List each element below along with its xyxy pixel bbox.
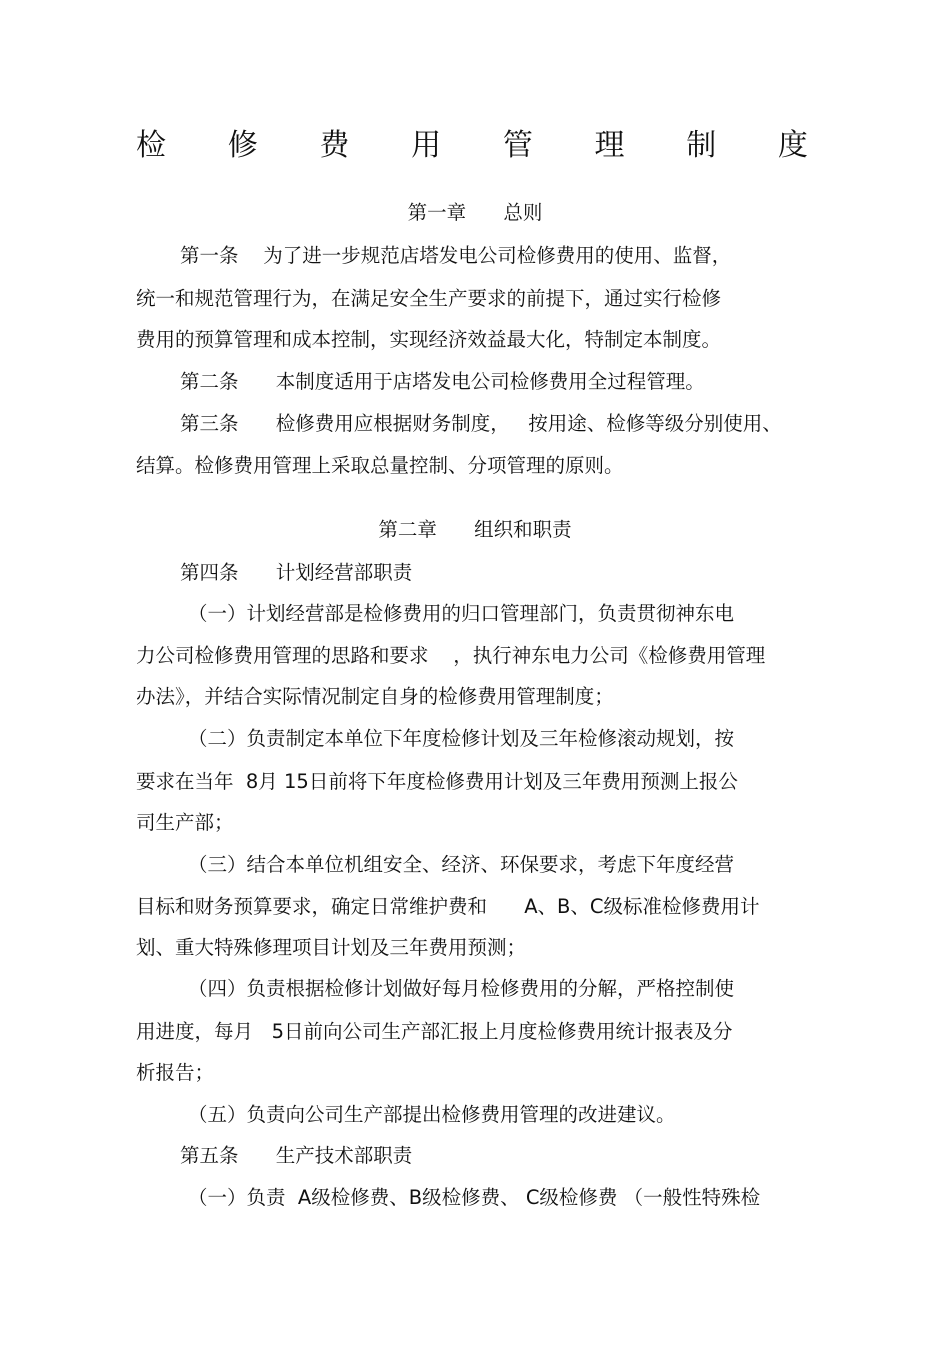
article-paragraph: 第三条 检修费用应根据财务制度， 按用途、检修等级分别使用、 (180, 412, 782, 435)
title-char: 检 (136, 128, 166, 163)
clause-paragraph: （一）负责 A级检修费、B级检修费、 C级检修费 （一般性特殊检 (188, 1186, 761, 1209)
document-title (136, 128, 808, 164)
paragraph-line: 要求在当年 8月 15日前将下年度检修费用计划及三年费用预测上报公 (136, 770, 738, 793)
paragraph-line: 用进度，每月 5日前向公司生产部汇报上月度检修费用统计报表及分 (136, 1020, 733, 1043)
paragraph-line: 目标和财务预算要求，确定日常维护费和 A、B、C级标准检修费用计 (136, 895, 760, 918)
article-heading: 第五条 生产技术部职责 (180, 1144, 413, 1167)
clause-paragraph: （四）负责根据检修计划做好每月检修费用的分解，严格控制使 (188, 977, 735, 1000)
chapter-heading: 第一章 总则 (407, 201, 543, 224)
clause-paragraph: （五）负责向公司生产部提出检修费用管理的改进建议。 (188, 1103, 676, 1126)
paragraph-line: 办法》，并结合实际情况制定自身的检修费用管理制度； (136, 685, 614, 708)
article-paragraph: 第二条 本制度适用于店塔发电公司检修费用全过程管理。 (180, 370, 705, 393)
article-heading: 第四条 计划经营部职责 (180, 561, 413, 584)
paragraph-line: 力公司检修费用管理的思路和要求 ，执行神东电力公司《检修费用管理 (136, 644, 766, 667)
title-char: 度 (777, 128, 808, 163)
paragraph-line: 析报告； (136, 1061, 215, 1084)
clause-paragraph: （三）结合本单位机组安全、经济、环保要求，考虑下年度经营 (188, 853, 735, 876)
title-char: 制 (686, 128, 717, 163)
title-char: 管 (502, 128, 533, 163)
title-char: 费 (319, 128, 350, 163)
article-paragraph: 第一条 为了进一步规范店塔发电公司检修费用的使用、监督， (180, 244, 732, 267)
paragraph-line: 统一和规范管理行为，在满足安全生产要求的前提下，通过实行检修 (136, 287, 722, 310)
clause-paragraph: （二）负责制定本单位下年度检修计划及三年检修滚动规划，按 (188, 727, 735, 750)
paragraph-line: 司生产部； (136, 811, 234, 834)
paragraph-line: 费用的预算管理和成本控制，实现经济效益最大化，特制定本制度。 (136, 328, 722, 351)
title-char: 修 (227, 128, 258, 163)
paragraph-line: 结算。检修费用管理上采取总量控制、分项管理的原则。 (136, 454, 624, 477)
clause-paragraph: （一）计划经营部是检修费用的归口管理部门，负责贯彻神东电 (188, 602, 735, 625)
title-char: 理 (594, 128, 625, 163)
chapter-heading: 第二章 组织和职责 (378, 518, 572, 541)
title-char: 用 (411, 128, 442, 163)
paragraph-line: 划、重大特殊修理项目计划及三年费用预测； (136, 936, 527, 959)
